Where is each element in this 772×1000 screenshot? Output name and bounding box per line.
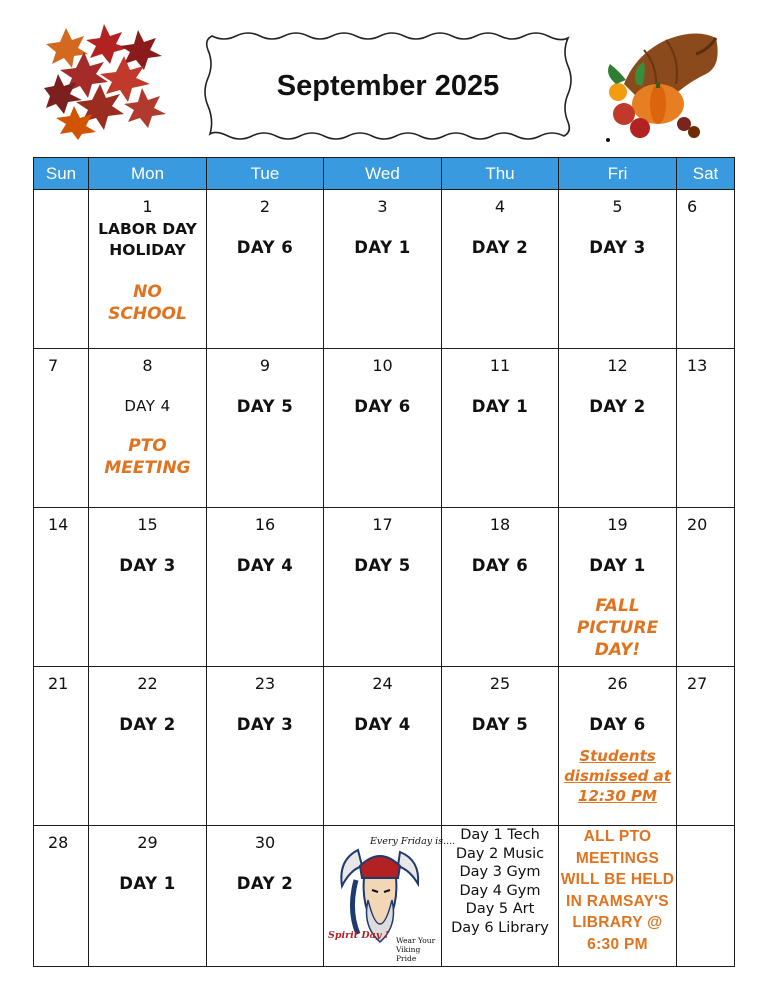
holiday-label: LABOR DAY HOLIDAY: [98, 220, 197, 259]
special-item: Day 3 Gym: [459, 864, 541, 881]
rotation-day: DAY 1: [589, 556, 646, 575]
rotation-day: DAY 4: [354, 715, 411, 734]
rotation-day: DAY 2: [236, 874, 294, 893]
date-number: 30: [254, 833, 276, 852]
rotation-day: DAY 6: [471, 556, 529, 575]
date-number: 17: [372, 515, 393, 534]
day-cell: [89, 667, 207, 826]
rotation-day: DAY 4: [236, 556, 294, 575]
date-number: 19: [607, 515, 628, 534]
rotation-day: DAY 5: [236, 397, 294, 416]
rotation-day: DAY 3: [119, 556, 176, 575]
date-number: 22: [137, 674, 158, 693]
date-number: 3: [377, 197, 388, 216]
rotation-day: DAY 2: [471, 238, 529, 257]
rotation-day: DAY 6: [236, 238, 294, 257]
day-cell: [324, 508, 442, 667]
weekday-tue: Tue: [207, 158, 324, 190]
day-cell: [442, 508, 559, 667]
rotation-day: DAY 5: [354, 556, 411, 575]
title-frame: [204, 32, 572, 140]
special-item: Day 5 Art: [465, 901, 535, 918]
day-cell: [89, 190, 207, 349]
day-cell: [559, 667, 677, 826]
day-cell: [89, 349, 207, 508]
date-number: 25: [489, 674, 511, 693]
rotation-day: DAY 4: [124, 397, 171, 415]
date-number: 29: [137, 833, 158, 852]
date-number: 14: [48, 515, 69, 534]
special-item: Day 4 Gym: [459, 882, 541, 899]
day-cell: [324, 349, 442, 508]
date-number: 27: [687, 674, 708, 693]
day-cell: [34, 349, 89, 508]
day-cell: [207, 826, 324, 967]
page-title: September 2025: [276, 69, 500, 102]
date-number: 2: [259, 197, 271, 216]
day-cell: [677, 190, 735, 349]
event-note: FALL PICTURE DAY!: [576, 596, 659, 660]
autumn-leaves-icon: [44, 22, 170, 140]
day-cell: [324, 667, 442, 826]
rotation-day: DAY 6: [589, 715, 646, 734]
day-cell: [207, 508, 324, 667]
week-row: [34, 826, 735, 967]
day-cell: [89, 826, 207, 967]
date-number: 18: [489, 515, 511, 534]
week-row: [34, 667, 735, 826]
date-number: 5: [612, 197, 623, 216]
event-note: Students dismissed at 12:30 PM: [564, 747, 671, 805]
day-cell: [207, 667, 324, 826]
weekday-header-row: [34, 158, 735, 190]
spirit-day-label: Spirit Day !: [328, 930, 389, 941]
day-cell: [677, 667, 735, 826]
weekday-thu: Thu: [442, 158, 559, 190]
date-number: 11: [489, 356, 511, 375]
special-item: Day 2 Music: [455, 845, 545, 862]
cornucopia-icon: [596, 28, 724, 148]
date-number: 6: [687, 197, 698, 216]
day-cell: [442, 349, 559, 508]
date-number: 7: [48, 356, 59, 375]
date-number: 4: [494, 197, 506, 216]
day-cell: [442, 190, 559, 349]
date-number: 21: [48, 674, 69, 693]
day-cell: [559, 508, 677, 667]
date-number: 1: [142, 197, 153, 216]
event-note: NO SCHOOL: [108, 282, 187, 324]
day-cell: [442, 667, 559, 826]
rotation-day: DAY 2: [589, 397, 646, 416]
spirit-caption: Every Friday is....: [370, 836, 456, 847]
day-cell: [34, 826, 89, 967]
day-cell: [207, 349, 324, 508]
weekday-mon: Mon: [89, 158, 207, 190]
rotation-day: DAY 3: [589, 238, 646, 257]
event-note: PTO MEETING: [104, 436, 191, 478]
date-number: 10: [372, 356, 393, 375]
date-number: 13: [687, 356, 708, 375]
date-number: 26: [607, 674, 628, 693]
rotation-day: DAY 5: [471, 715, 529, 734]
date-number: 20: [687, 515, 708, 534]
pto-notice: ALL PTO MEETINGS WILL BE HELD IN RAMSAY'S LIBRARY @ 6:30 PM: [559, 826, 677, 967]
day-cell: [559, 349, 677, 508]
spirit-slogan: Wear Your Viking Pride: [396, 936, 436, 963]
day-cell: [677, 349, 735, 508]
weekday-sat: Sat: [677, 158, 735, 190]
date-number: 16: [254, 515, 276, 534]
date-number: 23: [254, 674, 276, 693]
date-number: 24: [372, 674, 393, 693]
date-number: 8: [142, 356, 153, 375]
weekday-wed: Wed: [324, 158, 442, 190]
calendar-grid: [33, 157, 735, 967]
rotation-day: DAY 1: [119, 874, 176, 893]
rotation-day: DAY 1: [471, 397, 529, 416]
day-cell: [677, 508, 735, 667]
specials-schedule: [442, 826, 559, 967]
special-item: Day 6 Library: [451, 919, 549, 936]
day-cell: [89, 508, 207, 667]
rotation-day: DAY 6: [354, 397, 411, 416]
day-cell-empty: [677, 826, 735, 967]
rotation-day: DAY 3: [236, 715, 294, 734]
day-cell-empty: [34, 190, 89, 349]
special-item: Day 1 Tech: [460, 827, 540, 843]
date-number: 12: [607, 356, 628, 375]
weekday-sun: Sun: [34, 158, 89, 190]
weekday-fri: Fri: [559, 158, 677, 190]
day-cell: [34, 508, 89, 667]
day-cell: [34, 667, 89, 826]
date-number: 28: [48, 833, 69, 852]
week-row: [34, 508, 735, 667]
day-cell: [324, 190, 442, 349]
week-row: [34, 349, 735, 508]
week-row: [34, 190, 735, 349]
spirit-day-cell: [324, 826, 456, 967]
date-number: 9: [259, 356, 271, 375]
day-cell: [559, 190, 677, 349]
rotation-day: DAY 2: [119, 715, 176, 734]
day-cell: [207, 190, 324, 349]
rotation-day: DAY 1: [354, 238, 411, 257]
date-number: 15: [137, 515, 158, 534]
viking-mascot-icon: [328, 830, 456, 963]
